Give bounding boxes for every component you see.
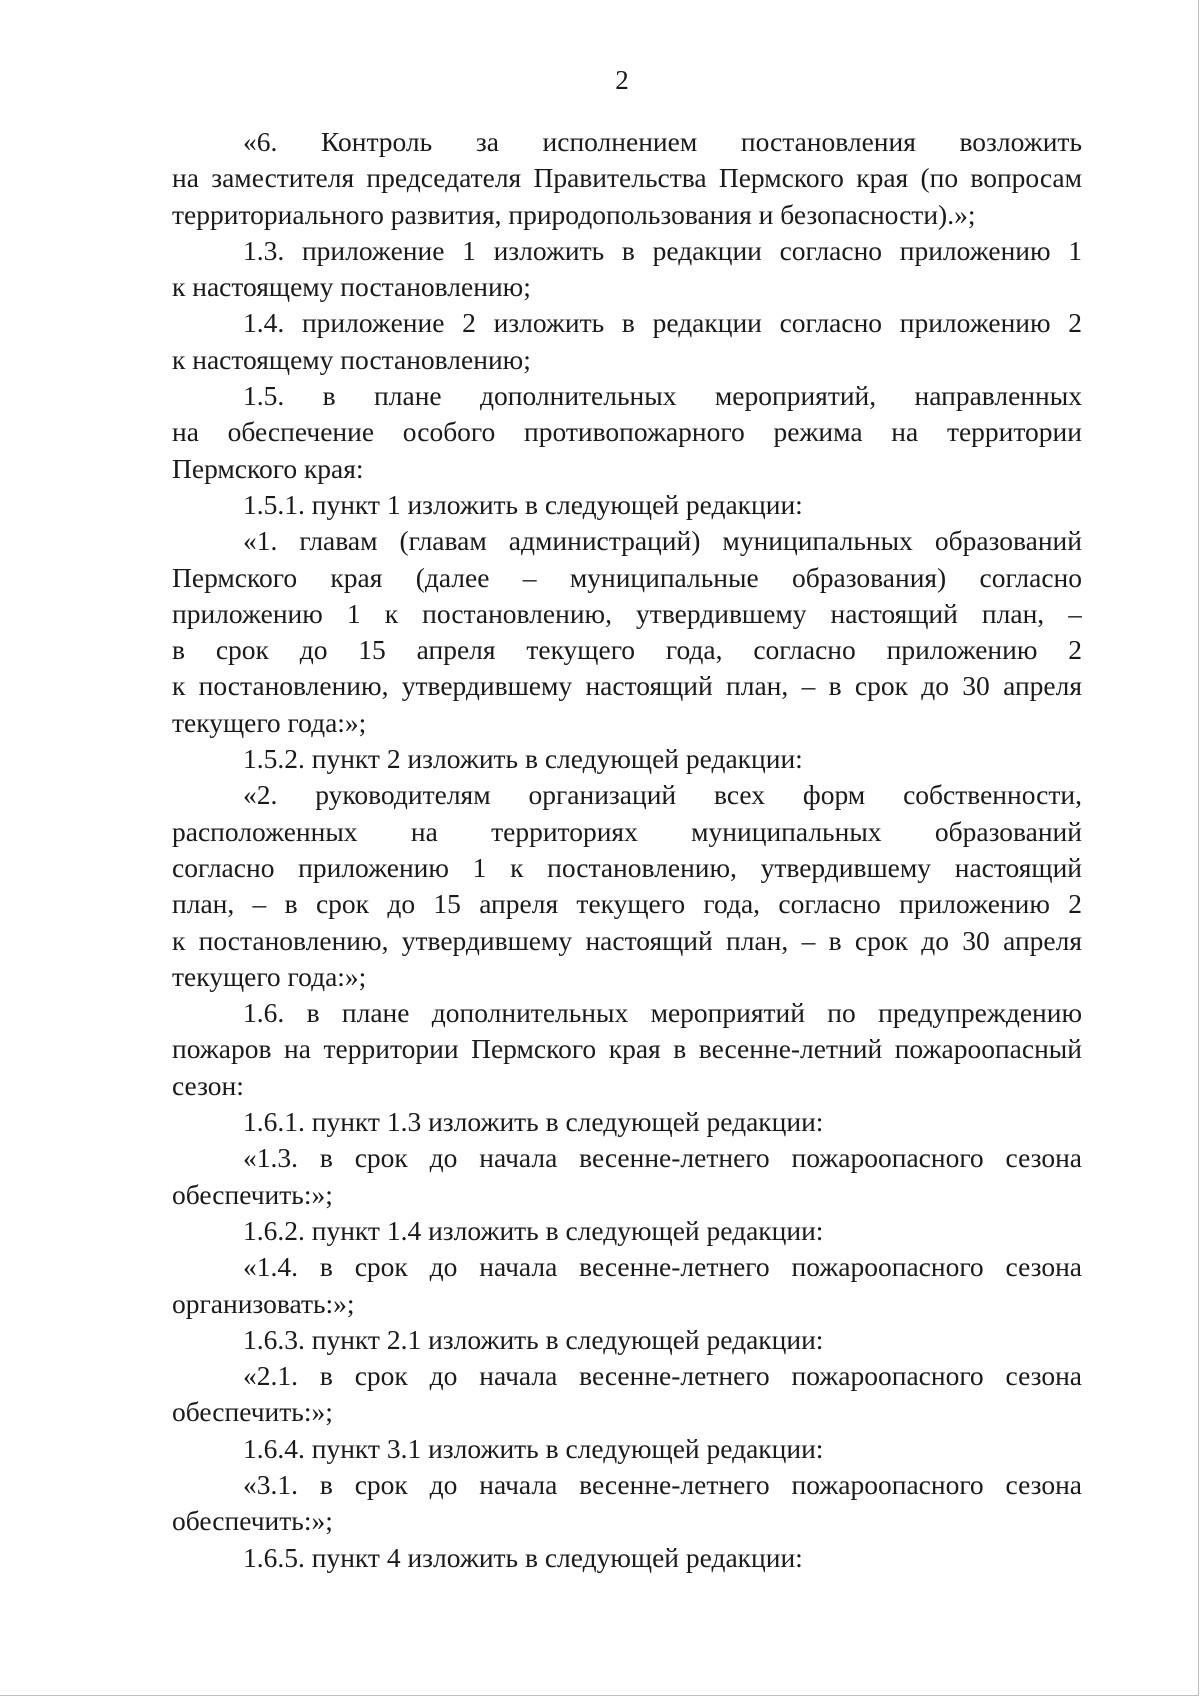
- text-line: согласно приложению 1 к постановлению, утвердившему настоящий: [172, 851, 1082, 883]
- text-line: 1.6.5. пункт 4 изложить в следующей редакции:: [243, 1541, 803, 1573]
- paragraph-1-4: [172, 305, 1082, 378]
- text-line: «1.4. в срок до начала весенне-летнего пожароопасного сезона: [243, 1251, 1082, 1283]
- text-line: к постановлению, утвердившему настоящий план, – в срок до 30 апреля: [172, 924, 1082, 956]
- text-line: 1.6.1. пункт 1.3 изложить в следующей редакции:: [243, 1106, 824, 1138]
- text-line: план, – в срок до 15 апреля текущего года, согласно приложению 2: [172, 888, 1082, 920]
- paragraph-6-control: [172, 124, 1082, 233]
- text-line: к настоящему постановлению;: [172, 271, 531, 303]
- paragraph-1-6-5: [172, 1540, 1082, 1576]
- text-line: 1.3. приложение 1 изложить в редакции согласно приложению 1: [243, 234, 1082, 266]
- paragraph-quote-1-4: [172, 1249, 1082, 1322]
- text-line: 1.6.3. пункт 2.1 изложить в следующей редакции:: [243, 1323, 824, 1355]
- text-line: расположенных на территориях муниципальных образований: [172, 815, 1082, 847]
- text-line: «3.1. в срок до начала весенне-летнего пожароопасного сезона: [243, 1468, 1082, 1500]
- paragraph-1-6-2: [172, 1213, 1082, 1249]
- text-line: обеспечить:»;: [172, 1505, 333, 1537]
- paragraph-quote-1: [172, 523, 1082, 741]
- text-line: 1.6.2. пункт 1.4 изложить в следующей редакции:: [243, 1214, 824, 1246]
- text-line: 1.5.2. пункт 2 изложить в следующей редакции:: [243, 743, 803, 775]
- text-line: на заместителя председателя Правительства Пермского края (по вопросам: [172, 162, 1082, 194]
- text-line: 1.6. в плане дополнительных мероприятий по предупреждению: [243, 997, 1082, 1029]
- text-line: сезон:: [172, 1069, 244, 1101]
- text-line: Пермского края (далее – муниципальные образования) согласно: [172, 561, 1082, 593]
- text-line: к постановлению, утвердившему настоящий план, – в срок до 30 апреля: [172, 670, 1082, 702]
- text-line: «2.1. в срок до начала весенне-летнего пожароопасного сезона: [243, 1360, 1082, 1392]
- text-line: «2. руководителям организаций всех форм собственности,: [243, 779, 1082, 811]
- text-line: в срок до 15 апреля текущего года, согласно приложению 2: [172, 634, 1082, 666]
- paragraph-1-6: [172, 995, 1082, 1104]
- paragraph-quote-3-1: [172, 1467, 1082, 1540]
- text-line: приложению 1 к постановлению, утвердившему настоящий план, –: [172, 597, 1082, 629]
- page-number: 2: [615, 65, 629, 95]
- text-line: «1. главам (главам администраций) муниципальных образований: [243, 525, 1082, 557]
- paragraph-quote-1-3: [172, 1140, 1082, 1213]
- paragraph-1-3: [172, 233, 1082, 306]
- document-body: [172, 124, 1082, 1576]
- text-line: Пермского края:: [172, 452, 364, 484]
- paragraph-1-5-2: [172, 741, 1082, 777]
- text-line: текущего года:»;: [172, 960, 367, 992]
- text-line: пожаров на территории Пермского края в весенне-летний пожароопасный: [172, 1033, 1082, 1065]
- paragraph-1-6-1: [172, 1104, 1082, 1140]
- text-line: 1.6.4. пункт 3.1 изложить в следующей редакции:: [243, 1432, 824, 1464]
- paragraph-1-5: [172, 378, 1082, 487]
- text-line: обеспечить:»;: [172, 1178, 333, 1210]
- text-line: 1.5.1. пункт 1 изложить в следующей редакции:: [243, 488, 803, 520]
- paragraph-1-5-1: [172, 487, 1082, 523]
- text-line: «1.3. в срок до начала весенне-летнего пожароопасного сезона: [243, 1142, 1082, 1174]
- text-line: текущего года:»;: [172, 706, 367, 738]
- text-line: «6. Контроль за исполнением постановления возложить: [243, 126, 1082, 157]
- text-line: территориального развития, природопользования и безопасности).»;: [172, 198, 976, 230]
- paragraph-1-6-3: [172, 1322, 1082, 1358]
- text-line: обеспечить:»;: [172, 1396, 333, 1428]
- text-line: на обеспечение особого противопожарного режима на территории: [172, 416, 1082, 448]
- paragraph-quote-2: [172, 777, 1082, 995]
- text-line: 1.5. в плане дополнительных мероприятий, направленных: [243, 380, 1082, 412]
- text-line: 1.4. приложение 2 изложить в редакции согласно приложению 2: [243, 307, 1082, 339]
- paragraph-quote-2-1: [172, 1358, 1082, 1431]
- paragraph-1-6-4: [172, 1431, 1082, 1467]
- text-line: к настоящему постановлению;: [172, 343, 531, 375]
- text-line: организовать:»;: [172, 1287, 355, 1319]
